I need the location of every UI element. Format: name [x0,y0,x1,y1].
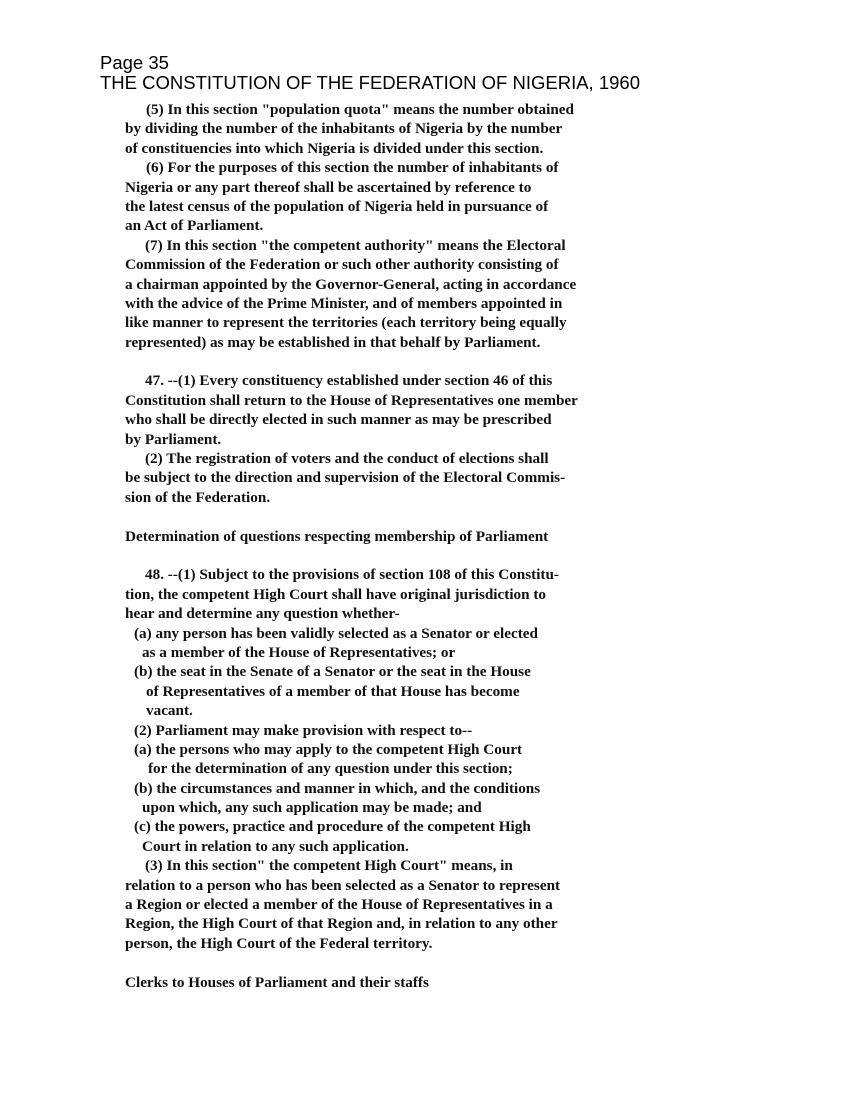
text-line: tion, the competent High Court shall have original jurisdiction to [125,585,547,603]
text-line: of Representatives of a member of that House has become [146,682,520,700]
text-line: by dividing the number of the inhabitants of Nigeria by the number [125,120,563,138]
text-line: Region, the High Court of that Region and, in relation to any other [125,915,558,933]
text-line: (2) Parliament may make provision with respect to-- [134,721,473,739]
document-title: THE CONSTITUTION OF THE FEDERATION OF NIGERIA, 1960 [100,72,640,93]
text-line: (c) the powers, practice and procedure of the competent High [134,818,531,836]
text-line: an Act of Parliament. [125,217,264,235]
text-line: who shall be directly elected in such manner as may be prescribed [125,411,552,429]
section-heading: Clerks to Houses of Parliament and their staffs [125,973,429,991]
blank-line [0,507,851,526]
text-line: (5) In this section "population quota" means the number obtained [146,101,574,118]
text-line: be subject to the direction and supervision of the Electoral Commis- [125,469,566,487]
text-line: hear and determine any question whether- [125,605,400,623]
blank-line [0,352,851,371]
text-line: (6) For the purposes of this section the number of inhabitants of [146,159,559,177]
text-line: relation to a person who has been selected as a Senator to represent [125,876,561,894]
text-line: Nigeria or any part thereof shall be ascertained by reference to [125,178,532,196]
text-line: of constituencies into which Nigeria is divided under this section. [125,139,544,157]
text-line: upon which, any such application may be made; and [142,799,482,817]
text-line: represented) as may be established in that behalf by Parliament. [125,333,541,351]
text-line: the latest census of the population of Nigeria held in pursuance of [125,197,549,215]
text-line: (a) the persons who may apply to the competent High Court [134,740,523,758]
page-number: Page 35 [100,52,169,73]
text-line: with the advice of the Prime Minister, and of members appointed in [125,294,563,312]
text-line: Constitution shall return to the House of Representatives one member [125,391,578,409]
text-line: (2) The registration of voters and the conduct of elections shall [145,450,549,468]
text-line: Court in relation to any such application. [142,837,409,855]
text-line: a chairman appointed by the Governor-General, acting in accordance [125,275,577,293]
text-line: by Parliament. [125,430,222,448]
text-line: for the determination of any question under this section; [148,760,513,778]
text-line: like manner to represent the territories (each territory being equally [125,314,567,332]
text-line: 47. --(1) Every constituency established under section 46 of this [145,372,553,390]
text-line: 48. --(1) Subject to the provisions of section 108 of this Constitu- [145,566,559,584]
text-line: (7) In this section "the competent authority" means the Electoral [145,236,566,254]
text-line: sion of the Federation. [125,488,271,506]
text-line: (a) any person has been validly selected as a Senator or elected [134,624,538,642]
text-line: as a member of the House of Representatives; or [142,643,456,661]
blank-line [0,546,851,565]
blank-line [0,953,851,972]
section-heading: Determination of questions respecting membership of Parliament [125,527,549,545]
text-line: (b) the seat in the Senate of a Senator or the seat in the House [134,663,531,681]
body-text [0,100,851,992]
text-line: (3) In this section" the competent High Court" means, in [145,857,513,875]
text-line: vacant. [146,702,193,720]
text-line: (b) the circumstances and manner in which, and the conditions [134,779,541,797]
text-line: person, the High Court of the Federal territory. [125,934,433,952]
text-line: a Region or elected a member of the House of Representatives in a [125,896,553,914]
text-line: Commission of the Federation or such other authority consisting of [125,256,559,274]
